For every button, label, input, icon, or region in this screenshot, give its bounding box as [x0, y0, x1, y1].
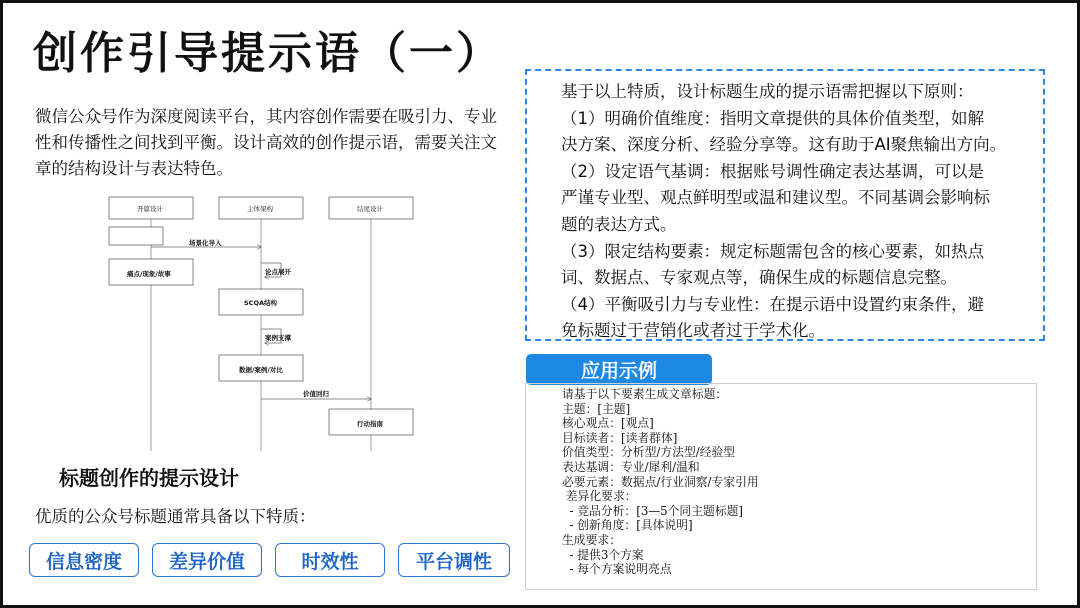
- message-argument: 论点展开: [265, 268, 291, 276]
- example-prompt-box: [525, 383, 1037, 590]
- principles-line: （4）平衡吸引力与专业性：在提示语中设置约束条件，避: [561, 294, 984, 314]
- page-title: 创作引导提示语（一）: [33, 28, 503, 79]
- principles-line: （1）明确价值维度：指明文章提供的具体价值类型，如解: [561, 108, 984, 128]
- tag-info-density: 信息密度: [29, 543, 139, 577]
- box-painpoint: 痛点/现象/故事: [127, 270, 171, 278]
- example-line: 必要元素：数据点/行业洞察/专家引用: [562, 474, 759, 489]
- box-data: 数据/案例/对比: [239, 366, 283, 374]
- lane-opening-label: 开篇设计: [137, 205, 163, 213]
- example-line: 目标读者：[读者群体]: [562, 430, 678, 445]
- example-line: 核心观点：[观点]: [562, 416, 654, 431]
- example-line: - 创新角度：[具体说明]: [562, 518, 693, 533]
- message-case: 案例支撑: [265, 334, 291, 342]
- sequence-diagram: [107, 191, 417, 453]
- lane-body-label: 主体架构: [247, 205, 273, 213]
- tag-differentiation: 差异价值: [152, 543, 262, 577]
- principles-line: 词、数据点、专家观点等，确保生成的标题信息完整。: [561, 268, 957, 288]
- message-value-return: 价值回归: [303, 390, 329, 398]
- lane-ending-label: 结尾设计: [357, 205, 383, 213]
- title-traits-text: 优质的公众号标题通常具备以下特质：: [35, 507, 316, 526]
- title-prompt-heading: 标题创作的提示设计: [59, 466, 239, 490]
- example-line: 主题：[主题]: [562, 401, 631, 416]
- example-line: 表达基调：专业/犀利/温和: [562, 459, 700, 474]
- box-action-guide: 行动指南: [357, 420, 383, 428]
- example-line: 价值类型：分析型/方法型/经验型: [562, 445, 736, 460]
- example-line: 差异化要求：: [562, 489, 637, 504]
- example-line: 请基于以下要素生成文章标题：: [562, 387, 728, 401]
- example-line: - 每个方案说明亮点: [562, 562, 672, 577]
- principles-line: （2）设定语气基调：根据账号调性确定表达基调，可以是: [561, 161, 984, 181]
- tag-platform-tone: 平台调性: [398, 543, 510, 577]
- box-scqa: SCQA结构: [244, 299, 278, 307]
- tag-timeliness: 时效性: [275, 543, 385, 577]
- principles-line: 严谨专业型、观点鲜明型或温和建议型。不同基调会影响标: [561, 188, 990, 208]
- principles-box: [525, 69, 1045, 341]
- intro-paragraph: 微信公众号作为深度阅读平台，其内容创作需要在吸引力、专业性和传播性之间找到平衡。设计高效的创作提示语，需要关注文章的结构设计与表达特色。: [35, 107, 497, 178]
- principles-line: 题的表达方式。: [561, 214, 677, 234]
- example-line: 生成要求：: [562, 532, 621, 547]
- example-label: 应用示例: [526, 354, 712, 385]
- diagram-lines: [107, 191, 417, 453]
- example-line: - 竞品分析：[3—5个同主题标题]: [562, 503, 744, 518]
- principles-line: 基于以上特质，设计标题生成的提示语需把握以下原则：: [561, 82, 974, 101]
- principles-line: （3）限定结构要素：规定标题需包含的核心要素，如热点: [561, 241, 984, 261]
- principles-line: 免标题过于营销化或者过于学术化。: [561, 321, 825, 341]
- principles-line: 决方案、深度分析、经验分享等。这有助于AI聚焦输出方向。: [561, 135, 1007, 155]
- message-scene-intro: 场景化导入: [189, 239, 222, 247]
- example-line: - 提供3个方案: [562, 547, 644, 562]
